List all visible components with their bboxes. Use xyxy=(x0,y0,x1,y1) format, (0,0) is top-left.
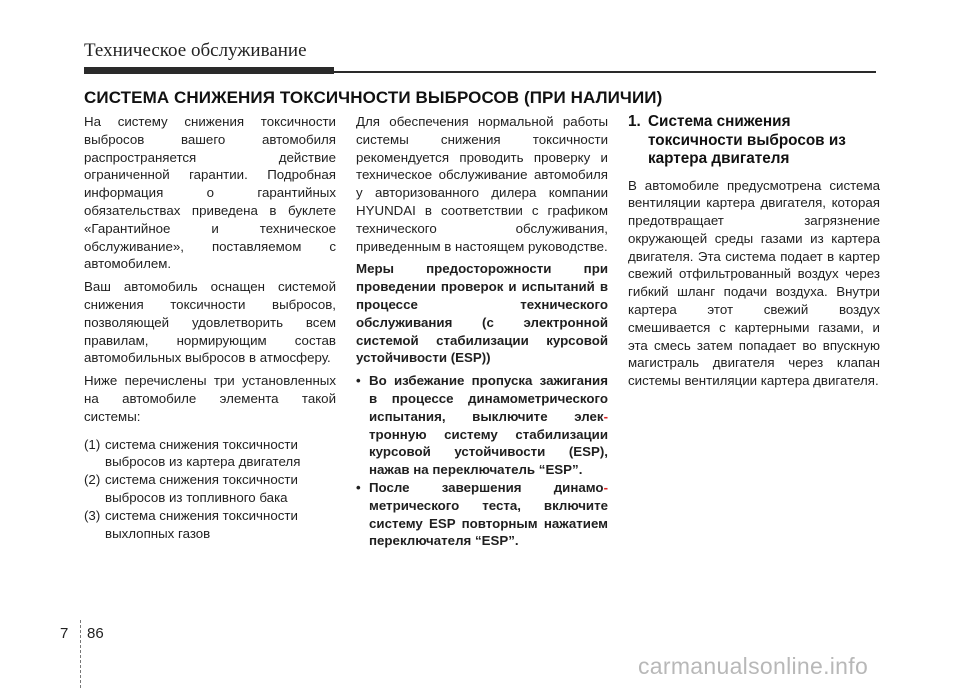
header-bar xyxy=(84,67,334,74)
list-item: • После завершения динамо-метрического теста, включите систему ESP повторным нажатием переключателя “ESP”. xyxy=(356,479,608,549)
footer-divider xyxy=(80,620,81,688)
precautions-list xyxy=(356,372,608,550)
paragraph: Ниже перечислены три установленных на автомобиле элемента такой системы: xyxy=(84,373,336,424)
paragraph: Для обеспечения нормальной работы системы снижения токсичности рекомендуется проводить проверку и техническое обслуживание автомобиля у авторизованного дилера компании HYUNDAI в соответствии с графиком технического обслуживания, приведенным в настоящем руководстве. xyxy=(356,114,608,254)
list-item: (2) система снижения токсичности выбросов из топливного бака xyxy=(84,472,298,505)
subsection-title: 1. Система снижения токсичности выбросов из картера двигателя xyxy=(628,113,846,167)
chapter-number: 7 xyxy=(60,625,69,642)
page-number: 86 xyxy=(87,625,104,642)
paragraph: Ваш автомобиль оснащен системой снижения токсичности выбросов, позволяющей удовлетворить всем правилам, нормирующим состав автомобильных выбросов в атмосферу. xyxy=(84,279,336,366)
section-title: СИСТЕМА СНИЖЕНИЯ ТОКСИЧНОСТИ ВЫБРОСОВ (ПРИ НАЛИЧИИ) xyxy=(84,88,663,107)
list-item: (1) система снижения токсичности выбросов из картера двигателя xyxy=(84,436,301,470)
column-right xyxy=(628,113,880,395)
systems-list xyxy=(84,436,336,543)
watermark: carmanualsonline.info xyxy=(638,653,869,679)
column-middle xyxy=(356,113,608,550)
header-title: Техническое обслуживание xyxy=(84,40,307,61)
header-rule xyxy=(334,71,876,73)
list-item: (3) система снижения токсичности выхлопных газов xyxy=(84,507,298,541)
list-item: • Во избежание пропуска зажигания в процессе динамометрического испытания, выключите элек-тронную систему стабилизации курсовой устойчивости (ESP), нажав на переключатель “ESP”. xyxy=(356,373,608,478)
column-left xyxy=(84,113,336,542)
paragraph: На систему снижения токсичности выбросов вашего автомобиля распространяется действие ограниченной гарантии. Подробная информация о гарантийных обязательствах приведена в буклете «Гарантийное и техническое обслуживание», поставляемом с автомобилем. xyxy=(84,114,336,272)
paragraph: В автомобиле предусмотрена система вентиляции картера двигателя, которая предотвращает загрязнение окружающей среды газами из картера двигателя. Эта система подает в картер свежий отфильтрованный воздух через гибкий шланг подачи воздуха. Внутри картера этот свежий воздух смешивается с картерными газами, и эта смесь затем попадает во впускную магистраль двигателя через клапан системы вентиляции картера двигателя. xyxy=(628,177,880,389)
precautions-heading: Меры предосторожности при проведении проверок и испытаний в процессе технического обслуживания (с электронной системой стабилизации курсовой устойчивости (ESP)) xyxy=(356,261,608,366)
